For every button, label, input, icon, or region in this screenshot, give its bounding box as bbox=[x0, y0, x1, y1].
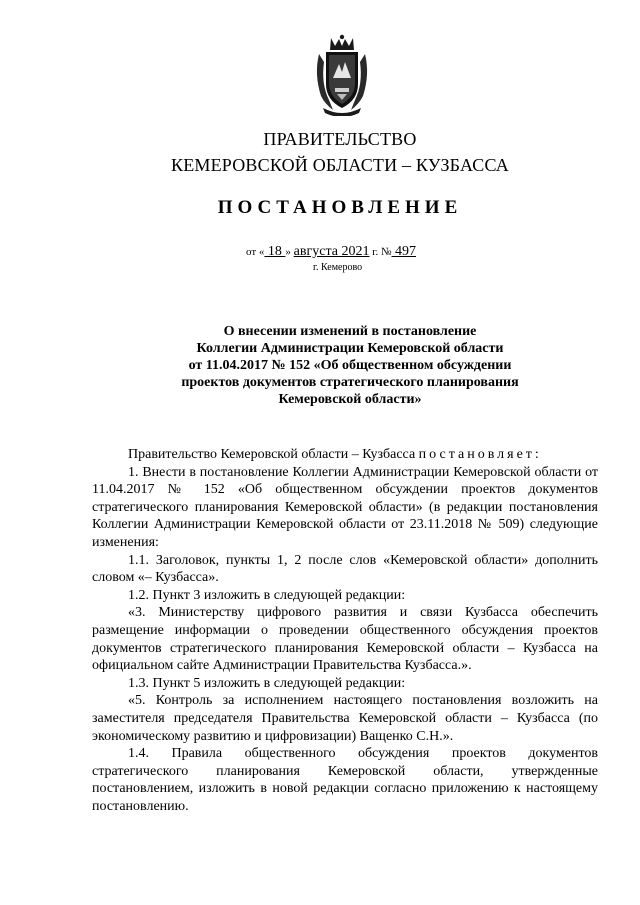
government-name-line-2: КЕМЕРОВСКОЙ ОБЛАСТИ – КУЗБАССА bbox=[171, 155, 509, 175]
body-paragraph-intro bbox=[92, 446, 598, 464]
body-paragraph: «3. Министерству цифрового развития и связи Кузбасса обеспечить размещение информации о проведении общественного обсуждения проектов документов стратегического планирования Кемеровской области – Кузбасса на официальном сайте Администрации Правительства Кузбасса.». bbox=[92, 605, 598, 674]
body-paragraph: 1.2. Пункт 3 изложить в следующей редакции: bbox=[128, 587, 406, 603]
intro-verb: постановляет: bbox=[418, 447, 542, 462]
body-paragraph: 1.3. Пункт 5 изложить в следующей редакции: bbox=[128, 675, 406, 691]
body-paragraph: «5. Контроль за исполнением настоящего постановления возложить на заместителя председателя Правительства Кемеровской области – Кузбасса (по экономическому развитию и цифровизации) Ващенко С.Н.». bbox=[92, 693, 598, 744]
date-number-line bbox=[246, 244, 416, 260]
subject-line: от 11.04.2017 № 152 «Об общественном обсуждении bbox=[188, 358, 512, 373]
date-suffix: г. № bbox=[369, 246, 392, 258]
kuzbass-coat-of-arms-icon bbox=[311, 34, 373, 116]
body-paragraph: 1.4. Правила общественного обсуждения проектов документов стратегического планирования Кемеровской области, утвержденные постановлением, изложить в новой редакции согласно приложению к настоящему постановлению. bbox=[92, 746, 598, 814]
subject-line: проектов документов стратегического планирования bbox=[181, 375, 519, 390]
body-paragraph: 1. Внести в постановление Коллегии Администрации Кемеровской области от 11.04.2017 № 152 «Об общественном обсуждении проектов документов стратегического планирования Кемеровской области» (в редакции постановления Коллегии Администрации Кемеровской области от 23.11.2018 № 509) следующие изменения: bbox=[92, 464, 598, 550]
date-mid: » bbox=[285, 246, 294, 258]
document-type-title: ПОСТАНОВЛЕНИЕ bbox=[217, 197, 463, 218]
intro-text: Правительство Кемеровской области – Кузбасса bbox=[128, 447, 419, 462]
date-prefix: от « bbox=[246, 246, 265, 258]
document-subject bbox=[100, 323, 600, 408]
body-paragraph: 1.1. Заголовок, пункты 1, 2 после слов «Кемеровской области» дополнить словом «– Кузбасса». bbox=[92, 552, 598, 586]
date-month-year: августа 2021 bbox=[293, 244, 370, 259]
document-body bbox=[92, 446, 598, 815]
document-number: 497 bbox=[391, 244, 416, 259]
government-name-line-1: ПРАВИТЕЛЬСТВО bbox=[263, 129, 417, 149]
date-day: 18 bbox=[264, 244, 286, 259]
subject-line: Коллегии Администрации Кемеровской области bbox=[196, 341, 504, 356]
subject-line: О внесении изменений в постановление bbox=[223, 324, 477, 339]
city-label: г. Кемерово bbox=[313, 262, 363, 273]
subject-line: Кемеровской области» bbox=[278, 392, 422, 407]
